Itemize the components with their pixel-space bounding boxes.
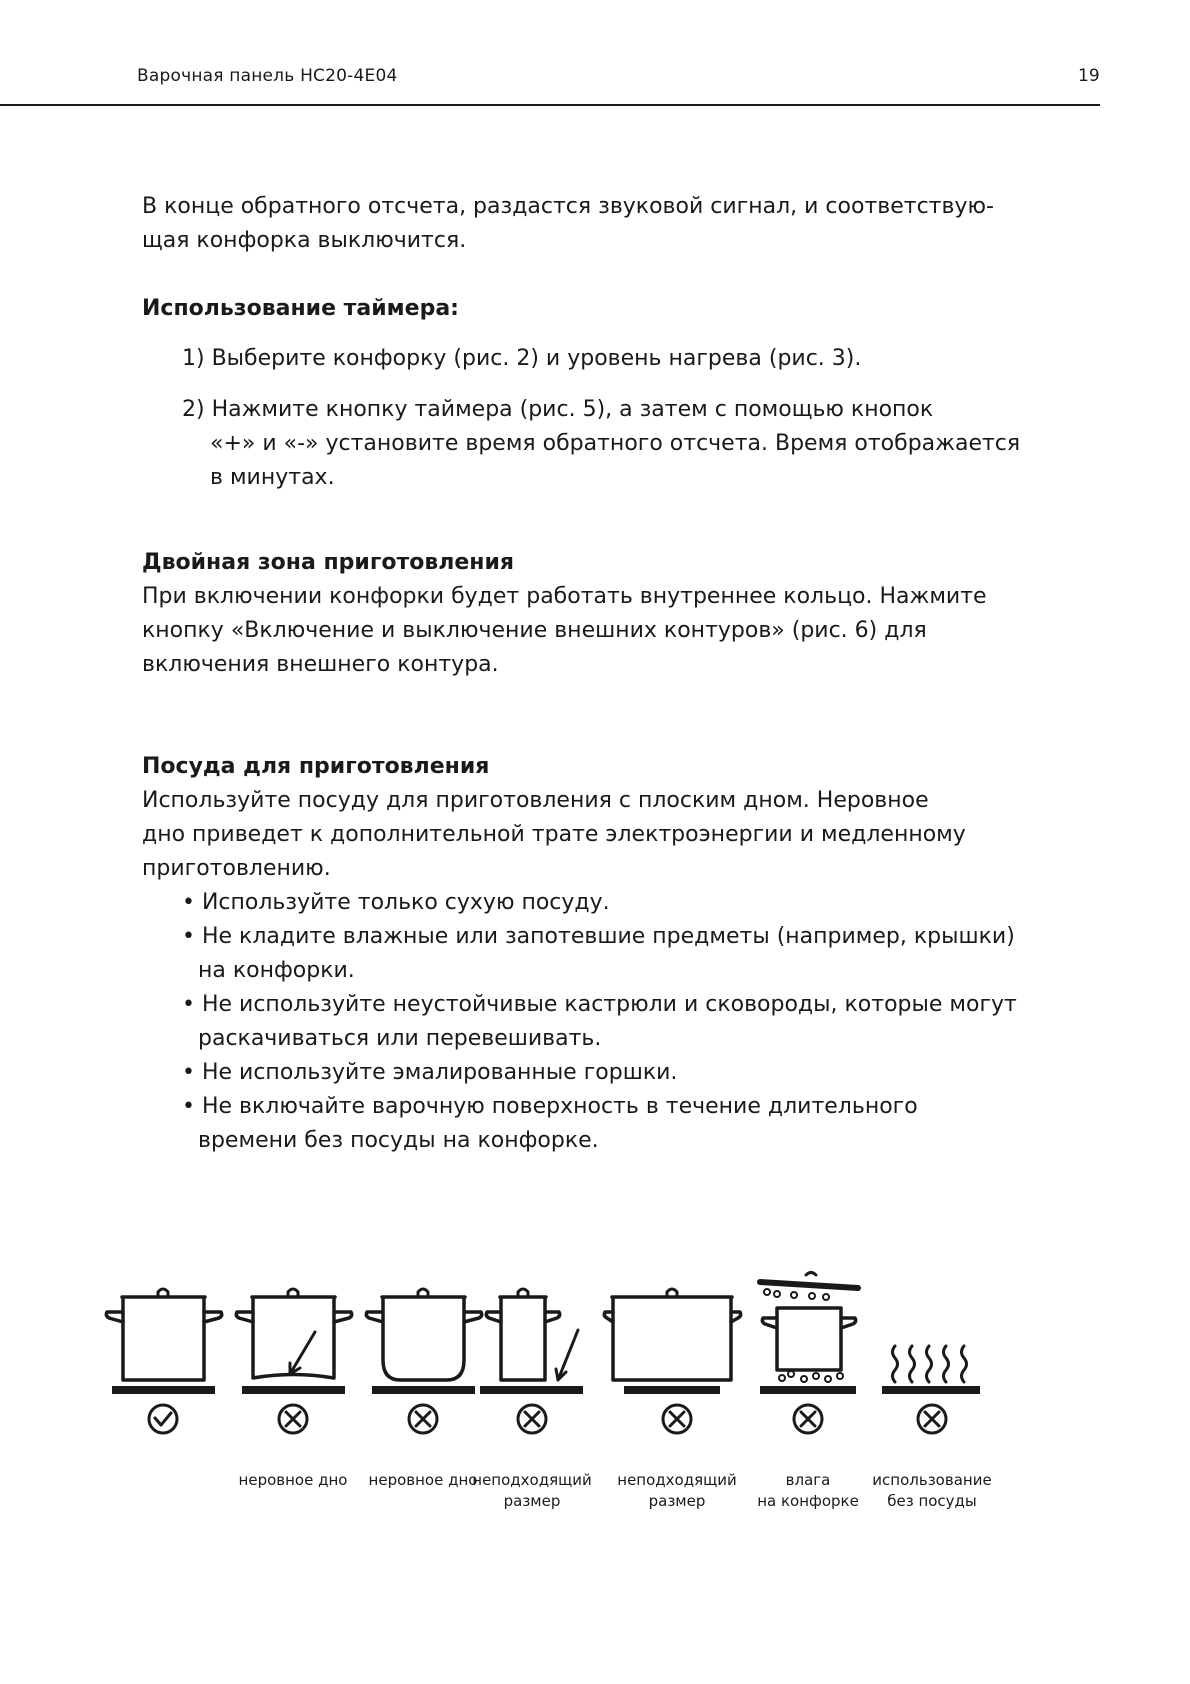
header-divider <box>0 104 1100 106</box>
cross-circle-icon <box>918 1405 946 1433</box>
cookware-line-1: Используйте посуду для приготовления с плоским дном. Неровное <box>142 788 929 813</box>
caption-uneven-bottom-1: неровное дно <box>238 1471 348 1489</box>
cross-circle-icon <box>518 1405 546 1433</box>
cookware-bullet-4: • Не используйте эмалированные горшки. <box>182 1060 678 1085</box>
dual-zone-heading: Двойная зона приготовления <box>142 550 515 575</box>
cookware-line-2: дно приведет к дополнительной трате электроэнергии и медленному <box>142 822 966 847</box>
uneven-bottom-pot-icon <box>236 1289 351 1394</box>
cookware-bullet-2-line-2: на конфорки. <box>198 958 355 983</box>
cross-circle-icon <box>794 1405 822 1433</box>
checkmark-circle-icon <box>149 1405 177 1433</box>
heat-waves-icon <box>882 1346 980 1394</box>
caption-uneven-bottom-2: неровное дно <box>368 1471 478 1489</box>
timer-step-2-line-2: «+» и «-» установите время обратного отсчета. Время отображается <box>210 431 1021 456</box>
caption-no-cookware: использование без посуды <box>872 1471 992 1510</box>
timer-step-2-line-1: 2) Нажмите кнопку таймера (рис. 5), а затем с помощью кнопок <box>182 397 934 422</box>
cookware-heading: Посуда для приготовления <box>142 754 490 779</box>
large-pot-icon <box>604 1289 740 1394</box>
cookware-bullet-5-line-1: • Не включайте варочную поверхность в течение длительного <box>182 1094 918 1119</box>
dual-zone-line-2: кнопку «Включение и выключение внешних контуров» (рис. 6) для <box>142 618 927 643</box>
wet-pot-icon <box>760 1273 858 1395</box>
dual-zone-line-1: При включении конфорки будет работать внутреннее кольцо. Нажмите <box>142 584 987 609</box>
caption-wrong-size-1: неподходящий размер <box>472 1471 592 1510</box>
intro-line-1: В конце обратного отсчета, раздастся звуковой сигнал, и соответствую- <box>142 194 994 219</box>
cookware-pictograms <box>100 1270 1060 1440</box>
cross-circle-icon <box>279 1405 307 1433</box>
intro-line-2: щая конфорка выключится. <box>142 228 467 253</box>
cookware-bullet-1: • Используйте только сухую посуду. <box>182 890 610 915</box>
caption-moisture: влага на конфорке <box>757 1471 859 1510</box>
caption-wrong-size-2: неподходящий размер <box>617 1471 737 1510</box>
cookware-bullet-2-line-1: • Не кладите влажные или запотевшие предметы (например, крышки) <box>182 924 1015 949</box>
dual-zone-line-3: включения внешнего контура. <box>142 652 499 677</box>
timer-heading: Использование таймера: <box>142 296 459 321</box>
timer-step-1: 1) Выберите конфорку (рис. 2) и уровень нагрева (рис. 3). <box>182 346 862 371</box>
page-number: 19 <box>1078 66 1100 86</box>
header-title: Варочная панель HC20-4E04 <box>137 66 398 86</box>
cross-circle-icon <box>663 1405 691 1433</box>
cross-circle-icon <box>409 1405 437 1433</box>
rounded-bottom-pot-icon <box>366 1289 481 1394</box>
cookware-bullet-3-line-1: • Не используйте неустойчивые кастрюли и сковороды, которые могут <box>182 992 1017 1017</box>
cookware-line-3: приготовлению. <box>142 856 331 881</box>
timer-step-2-line-3: в минутах. <box>210 465 335 490</box>
correct-pot-icon <box>106 1289 221 1394</box>
cookware-bullet-5-line-2: времени без посуды на конфорке. <box>198 1128 599 1153</box>
small-pot-icon <box>480 1289 583 1394</box>
cookware-bullet-3-line-2: раскачиваться или перевешивать. <box>198 1026 602 1051</box>
